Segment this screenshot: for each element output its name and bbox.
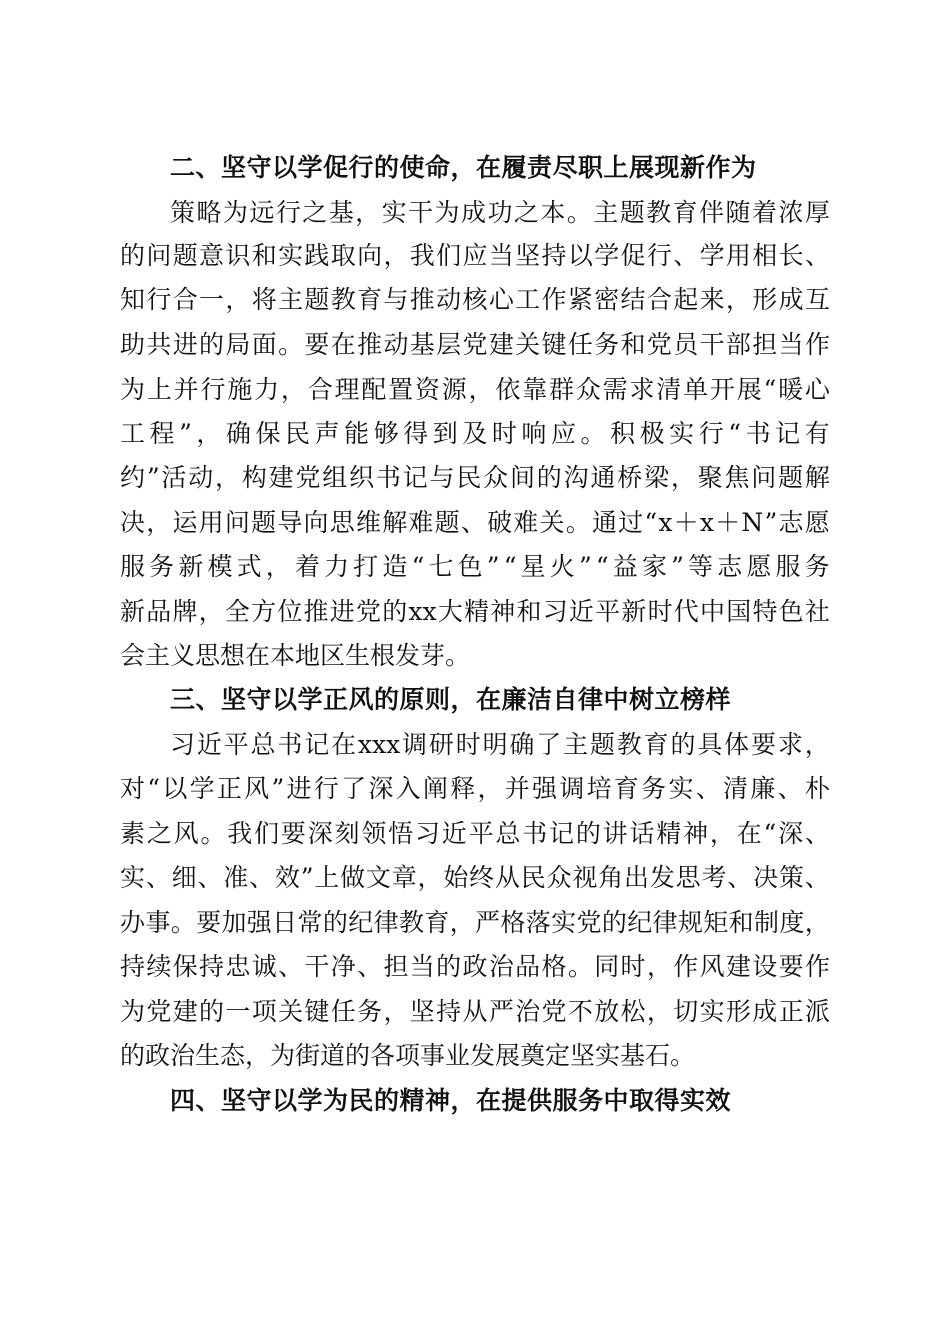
paragraph-line: 助 共 进 的 局 面 。 要 在 推 动 基 层 党 建 关 键 任 务 和 党 员 干 部 担 当 作 xyxy=(120,330,830,359)
paragraph-line: 的政治生态，为街道的各项事业发展奠定坚实基石。 xyxy=(120,1041,696,1070)
paragraph-line: 新 品 牌 ， 全 方 位 推 进 党 的 xx 大 精 神 和 习 近 平 新 时 代 中 国 特 色 社 xyxy=(120,597,830,626)
paragraph-line: 实 、 细 、 准 、 效 ” 上 做 文 章 ， 始 终 从 民 众 视 角 出 发 思 考 、 决 策 、 xyxy=(120,863,830,892)
paragraph-line: 为 党 建 的 一 项 关 键 任 务 ， 坚 持 从 严 治 党 不 放 松 ， 切 实 形 成 正 派 xyxy=(120,997,830,1026)
paragraph-line: 策 略 为 远 行 之 基 ， 实 干 为 成 功 之 本 。 主 题 教 育 伴 随 着 浓 厚 xyxy=(170,198,830,227)
paragraph-line: 决 ， 运 用 问 题 导 向 思 维 解 难 题 、 破 难 关 。 通 过 “ x ＋ x ＋ N ” 志 愿 xyxy=(120,508,830,537)
paragraph-line: 服 务 新 模 式 ， 着 力 打 造 “ 七 色 ” “ 星 火 ” “ 益 家 ” 等 志 愿 服 务 xyxy=(120,552,830,581)
paragraph-line: 会主义思想在本地区生根发芽。 xyxy=(120,641,471,670)
paragraph-line: 为 上 并 行 施 力 ， 合 理 配 置 资 源 ， 依 靠 群 众 需 求 清 单 开 展 “ 暖 心 xyxy=(120,375,830,404)
section-heading: 四、坚守以学为民的精神，在提供服务中取得实效 xyxy=(170,1086,732,1115)
section-heading: 二、坚守以学促行的使命，在履责尽职上展现新作为 xyxy=(170,153,757,182)
paragraph-line: 素 之 风 。 我 们 要 深 刻 领 悟 习 近 平 总 书 记 的 讲 话 精 神 ， 在 “ 深 、 xyxy=(120,819,830,848)
paragraph-line: 约 ” 活 动 ， 构 建 党 组 织 书 记 与 民 众 间 的 沟 通 桥 梁 ， 聚 焦 问 题 解 xyxy=(120,463,830,492)
paragraph-line: 办 事 。 要 加 强 日 常 的 纪 律 教 育 ， 严 格 落 实 党 的 纪 律 规 矩 和 制 度 ， xyxy=(120,908,830,937)
paragraph-line: 习 近 平 总 书 记 在 xxx 调 研 时 明 确 了 主 题 教 育 的 具 体 要 求 ， xyxy=(170,730,830,759)
paragraph-line: 工 程 ” ， 确 保 民 声 能 够 得 到 及 时 响 应 。 积 极 实 行 “ 书 记 有 xyxy=(120,419,830,448)
paragraph-line: 的 问 题 意 识 和 实 践 取 向 ， 我 们 应 当 坚 持 以 学 促 行 、 学 用 相 长 、 xyxy=(120,241,830,270)
paragraph-line: 持 续 保 持 忠 诚 、 干 净 、 担 当 的 政 治 品 格 。 同 时 ， 作 风 建 设 要 作 xyxy=(120,952,830,981)
section-heading: 三、坚守以学正风的原则，在廉洁自律中树立榜样 xyxy=(170,685,732,714)
paragraph-line: 对 “ 以 学 正 风 ” 进 行 了 深 入 阐 释 ， 并 强 调 培 育 务 实 、 清 廉 、 朴 xyxy=(120,774,830,803)
paragraph-line: 知 行 合 一 ， 将 主 题 教 育 与 推 动 核 心 工 作 紧 密 结 合 起 来 ， 形 成 互 xyxy=(120,285,830,314)
